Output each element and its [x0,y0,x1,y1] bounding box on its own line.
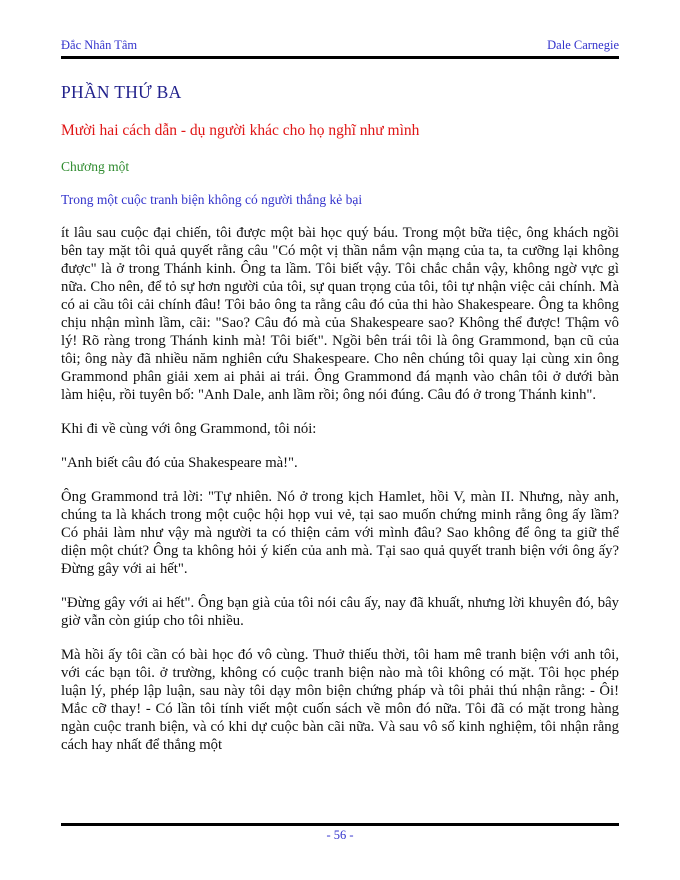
header-book-title: Đắc Nhân Tâm [61,38,138,52]
paragraph-6: Mà hồi ấy tôi cần có bài học đó vô cùng. Thuở thiếu thời, tôi ham mê tranh biện với anh tôi, với các bạn tôi. ở trường, không có cuộc tranh biện nào mà tôi không có mặt. Tôi học phép luận lý, phép lập luận, sau này tôi dạy môn biện chứng pháp và tôi phải thú nhận rằng: - Ôi! Mắc cỡ thay! - Có lần tôi tính viết một cuốn sách về môn đó nữa. Tôi đã có mặt trong hàng ngàn cuộc tranh biện, và có khi dự cuộc bàn cãi nữa. Và sau vô số kinh nghiệm, tôi nhận rằng cách hay nhất để thắng một [61,647,619,753]
paragraph-2: Khi đi về cùng với ông Grammond, tôi nói: [61,421,317,437]
paragraph-1: ít lâu sau cuộc đại chiến, tôi được một bài học quý báu. Trong một bữa tiệc, ông khách ngồi bên tay mặt tôi quả quyết rằng câu "Có một vị thần nắm vận mạng của ta, ta cưỡng lại không được" là ở trong Thánh kinh. Ông ta lầm. Tôi biết vậy. Tôi chắc chắn vậy, không ngờ vực gì nữa. Cho nên, để tỏ sự hơn người của tôi, sự quan trọng của tôi, tôi tự nhận việc cải chính. Mà có ai cầu tôi cải chính đâu! Tôi bảo ông ta rằng câu đó của thi hào Shakespeare. Ông ta không chịu nhận mình lầm, cãi: "Sao? Câu đó mà của Shakespeare sao? Không thể được! Thậm vô lý! Rõ ràng trong Thánh kinh mà! Tôi biết". Ngồi bên trái tôi là ông Grammond, bạn cũ của tôi; ông này đã nhiều năm nghiên cứu Shakespeare. Cho nên chúng tôi quay lại cùng xin ông Grammond phân giải xem ai phải ai trái. Ông Grammond đá mạnh vào chân tôi ở dưới bàn làm hiệu, rồi tuyên bố: "Anh Dale, anh lầm rồi; ông nói đúng. Câu đó ở trong Thánh kinh". [61,225,619,403]
part-title: PHẦN THỨ BA [61,82,182,102]
paragraph-5: "Đừng gây với ai hết". Ông bạn già của tôi nói câu ấy, nay đã khuất, nhưng lời khuyên đó, bây giờ vẫn còn giúp cho tôi nhiều. [61,595,619,629]
part-subtitle: Mười hai cách dẫn - dụ người khác cho họ nghĩ như mình [61,122,420,139]
page-content [61,82,619,754]
paragraph-4: Ông Grammond trả lời: "Tự nhiên. Nó ở trong kịch Hamlet, hồi V, màn II. Nhưng, này anh, chúng ta là khách trong một cuộc hội họp vui vẻ, tại sao muốn chứng minh rằng ông ấy lầm? Có phải làm như vậy mà người ta có thiện cảm với mình đâu? Sao không để ông ta giữ thể diện một chút? Ông ta không hỏi ý kiến của anh mà. Tại sao quả quyết tranh biện với ông ấy? Đừng gây với ai hết". [61,489,619,577]
page-footer [61,823,619,843]
paragraph-3: "Anh biết câu đó của Shakespeare mà!". [61,455,298,471]
page-header [61,38,619,59]
header-author: Dale Carnegie [547,38,619,52]
page-number: - 56 - [326,828,354,842]
chapter-number: Chương một [61,159,130,174]
chapter-title: Trong một cuộc tranh biện không có người thắng kẻ bại [61,192,363,207]
